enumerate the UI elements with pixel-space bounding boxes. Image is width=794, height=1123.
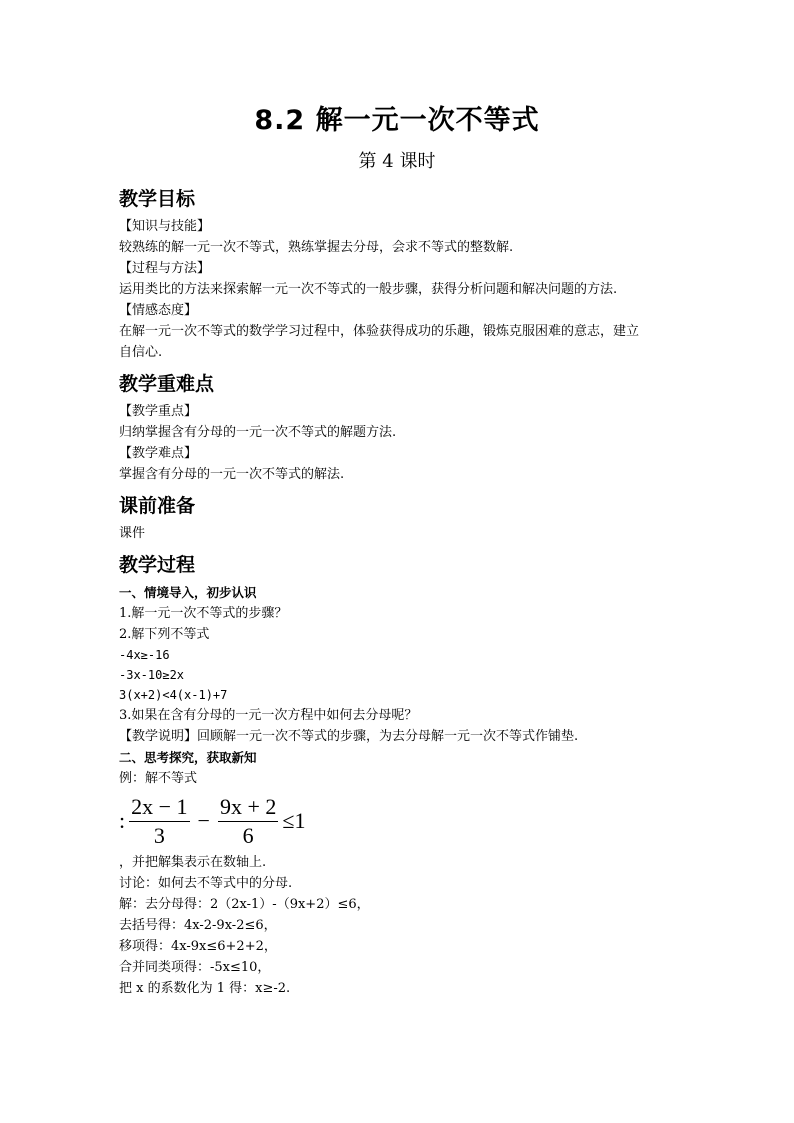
question-2: 2.解下列不等式: [119, 627, 210, 642]
label-knowledge: 【知识与技能】: [119, 219, 211, 234]
document-title: 8.2 解一元一次不等式: [254, 105, 540, 136]
inequality-2: -3x-10≥2x: [119, 668, 185, 682]
section-preparation: [119, 493, 679, 544]
label-focus: 【教学重点】: [119, 404, 198, 419]
text-focus: 归纳掌握含有分母的一元一次不等式的解题方法.: [119, 425, 397, 440]
formula-prefix: :: [119, 808, 126, 833]
text-process: 运用类比的方法来探索解一元一次不等式的一般步骤，获得分析问题和解决问题的方法.: [119, 282, 618, 297]
question-1: 1.解一元一次不等式的步骤？: [119, 606, 288, 621]
fraction-1-numerator: 2x − 1: [129, 794, 189, 822]
after-formula-text: ，并把解集表示在数轴上.: [119, 855, 267, 870]
inequality-3: 3(x+2)<4(x-1)+7: [119, 688, 228, 702]
text-preparation: 课件: [119, 526, 146, 541]
section-heading: 课前准备: [119, 495, 196, 517]
formula-relation: ≤1: [282, 808, 306, 833]
fraction-2: [218, 794, 278, 849]
part1-title: 一、情境导入，初步认识: [119, 585, 257, 600]
solution-step-5: 把 x 的系数化为 1 得：x≥-2.: [119, 981, 291, 996]
solution-step-2: 去括号得：4x-2-9x-2≤6，: [119, 918, 277, 933]
document-body: [119, 186, 679, 999]
label-attitude: 【情感态度】: [119, 303, 198, 318]
solution-step-4: 合并同类项得：-5x≤10，: [119, 960, 271, 975]
fraction-2-denominator: 6: [242, 822, 254, 848]
section-heading: 教学重难点: [119, 373, 215, 395]
document-subtitle: 第 4 课时: [358, 151, 436, 172]
label-process: 【过程与方法】: [119, 261, 211, 276]
example-formula: [119, 792, 679, 850]
text-knowledge: 较熟练的解一元一次不等式，熟练掌握去分母，会求不等式的整数解.: [119, 240, 514, 255]
discussion-text: 讨论：如何去不等式中的分母.: [119, 876, 293, 891]
part2-title: 二、思考探究，获取新知: [119, 750, 257, 765]
text-attitude-line2: 自信心.: [119, 345, 163, 360]
inequality-1: -4x≥-16: [119, 648, 170, 662]
example-label: 例：解不等式: [119, 771, 198, 786]
solution-step-1: 解：去分母得：2（2x-1）-（9x+2）≤6，: [119, 897, 370, 912]
section-key-points: [119, 371, 679, 485]
section-heading: 教学目标: [119, 188, 196, 210]
fraction-1: [129, 794, 189, 849]
section-objectives: [119, 186, 679, 363]
fraction-2-numerator: 9x + 2: [218, 794, 278, 822]
question-3: 3.如果在含有分母的一元一次方程中如何去分母呢？: [119, 708, 418, 723]
section-heading: 教学过程: [119, 554, 196, 576]
formula-minus: −: [197, 808, 210, 833]
text-attitude-line1: 在解一元一次不等式的数学学习过程中，体验获得成功的乐趣，锻炼克服困难的意志，建立: [119, 324, 640, 339]
solution-step-3: 移项得：4x-9x≤6+2+2，: [119, 939, 277, 954]
fraction-1-denominator: 3: [153, 822, 165, 848]
teaching-note: 【教学说明】回顾解一元一次不等式的步骤，为去分母解一元一次不等式作铺垫.: [119, 729, 579, 744]
text-difficulty: 掌握含有分母的一元一次不等式的解法.: [119, 467, 345, 482]
label-difficulty: 【教学难点】: [119, 446, 198, 461]
section-process: [119, 552, 679, 999]
